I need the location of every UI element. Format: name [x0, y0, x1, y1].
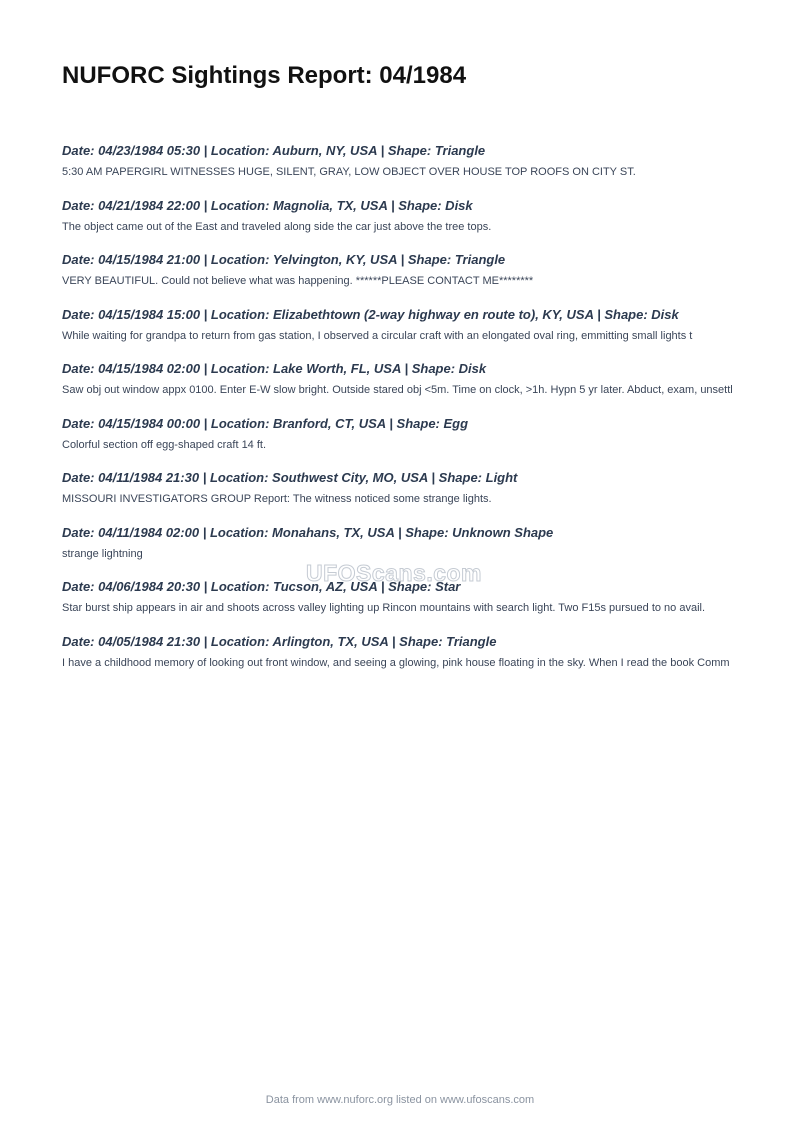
sighting-description: Colorful section off egg-shaped craft 14 ft. — [62, 438, 267, 451]
sighting-entry — [62, 416, 742, 454]
sighting-header: Date: 04/05/1984 21:30 | Location: Arlington, TX, USA | Shape: Triangle — [62, 633, 497, 649]
footer-credit: Data from www.nuforc.org listed on www.ufoscans.com — [265, 1094, 535, 1106]
sighting-entry — [62, 579, 742, 617]
sighting-header: Date: 04/11/1984 02:00 | Location: Monahans, TX, USA | Shape: Unknown Shape — [62, 524, 554, 540]
sighting-description: I have a childhood memory of looking out front window, and seeing a glowing, pink house floating in the sky. When I read the book Comm — [62, 656, 730, 669]
sighting-description: Star burst ship appears in air and shoots across valley lighting up Rincon mountains with search light. Two F15s pursued to no avail. — [62, 602, 706, 614]
sighting-entry — [62, 198, 742, 236]
sighting-description: The object came out of the East and traveled along side the car just above the tree tops. — [62, 220, 492, 233]
sighting-description: strange lightning — [62, 547, 143, 560]
sighting-description: VERY BEAUTIFUL. Could not believe what was happening. ******PLEASE CONTACT ME******** — [62, 275, 534, 287]
sighting-description: While waiting for grandpa to return from gas station, I observed a circular craft with an elongated oval ring, emmitting small lights t — [62, 329, 693, 342]
sighting-entry — [62, 143, 742, 181]
sighting-entry — [62, 634, 742, 672]
sighting-entry — [62, 361, 742, 399]
sighting-header: Date: 04/11/1984 21:30 | Location: Southwest City, MO, USA | Shape: Light — [62, 470, 518, 485]
sighting-entry — [62, 470, 742, 508]
sighting-description: MISSOURI INVESTIGATORS GROUP Report: The witness noticed some strange lights. — [62, 493, 492, 505]
sighting-header: Date: 04/21/1984 22:00 | Location: Magnolia, TX, USA | Shape: Disk — [62, 197, 473, 213]
sighting-entry — [62, 307, 742, 345]
page-title: NUFORC Sightings Report: 04/1984 — [62, 62, 467, 89]
watermark: UFOScans.com — [306, 560, 482, 586]
sighting-entry — [62, 252, 742, 290]
sighting-header: Date: 04/15/1984 00:00 | Location: Branford, CT, USA | Shape: Egg — [62, 415, 469, 431]
sighting-header: Date: 04/15/1984 02:00 | Location: Lake Worth, FL, USA | Shape: Disk — [62, 361, 487, 376]
sighting-description: 5:30 AM PAPERGIRL WITNESSES HUGE, SILENT, GRAY, LOW OBJECT OVER HOUSE TOP ROOFS ON CITY ST. — [62, 166, 636, 178]
sighting-header: Date: 04/15/1984 15:00 | Location: Elizabethtown (2-way highway en route to), KY, USA | Shape: Disk — [62, 306, 679, 322]
sightings-list — [62, 143, 742, 688]
sighting-header: Date: 04/15/1984 21:00 | Location: Yelvington, KY, USA | Shape: Triangle — [62, 252, 506, 267]
sighting-entry — [62, 525, 742, 563]
sighting-header: Date: 04/06/1984 20:30 | Location: Tucson, AZ, USA | Shape: Star — [62, 579, 461, 594]
sighting-description: Saw obj out window appx 0100. Enter E-W slow bright. Outside stared obj <5m. Time on clock, >1h. Hypn 5 yr later. Abduct, exam, unsettl — [62, 384, 733, 396]
sighting-header: Date: 04/23/1984 05:30 | Location: Auburn, NY, USA | Shape: Triangle — [62, 143, 486, 158]
